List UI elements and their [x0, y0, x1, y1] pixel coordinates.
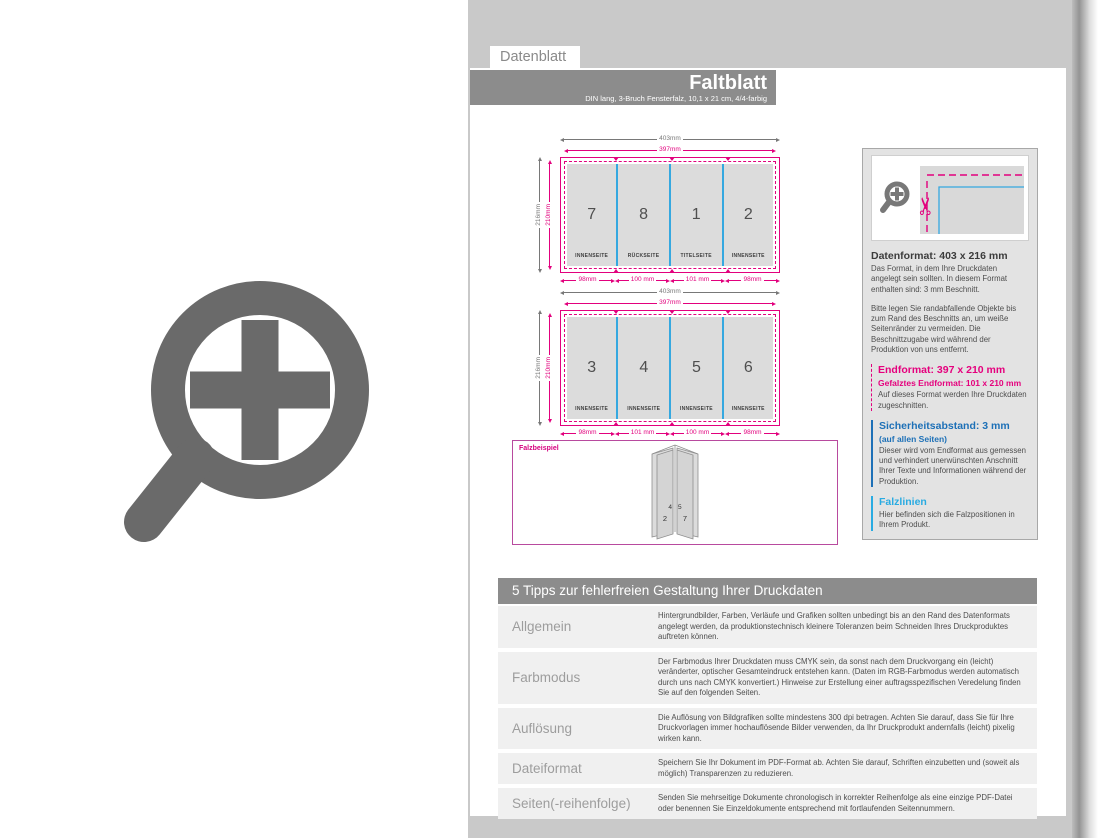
- endformat-subheading: Gefalztes Endformat: 101 x 210 mm: [878, 378, 1022, 389]
- panel-3: 3 INNENSEITE: [567, 317, 618, 419]
- page-title-band: [470, 70, 776, 105]
- table-row: Seiten(-reihenfolge) Senden Sie mehrseitige Dokumente chronologisch in korrekter Reihenfolge als eine einzige PDF-Datei oder benennen Sie Einzeldokumente entsprechend mit fortlaufenden Seitennummern.: [498, 788, 1037, 819]
- datenformat-note: Bitte legen Sie randabfallende Objekte bis zum Rand des Beschnitts an, um weiße Seitenränder zu vermeiden. Die Beschnittzugabe wird während der Produktion von uns entfernt.: [871, 303, 1017, 354]
- dim-height-bleed: 216mm: [535, 157, 544, 273]
- datenformat-block: Datenformat: 403 x 216 mm Das Format, in dem Ihre Druckdaten angelegt sein sollten. In diesem Format enthalten sind: 3 mm Beschnitt.: [871, 250, 1029, 295]
- fold-marker: [613, 269, 619, 273]
- table-row: Dateiformat Speichern Sie Ihr Dokument im PDF-Format ab. Achten Sie darauf, Schriften einzubetten und (soweit als möglich) Transparenzen zu reduzieren.: [498, 753, 1037, 784]
- panel-area: [567, 164, 773, 266]
- diagram-outside: [534, 135, 784, 287]
- panel-1: 1 TITELSEITE: [671, 164, 724, 266]
- bleed-cut-diagram: [906, 162, 1024, 234]
- endformat-block: Endformat: 397 x 210 mm Gefalztes Endformat: 101 x 210 mm Auf dieses Format werden Ihre Druckdaten zugeschnitten.: [871, 364, 1029, 411]
- panel-6: 6 INNENSEITE: [731, 359, 765, 412]
- dim-panel: 100 mm: [670, 429, 725, 438]
- page-subtitle: DIN lang, 3-Bruch Fensterfalz, 10,1 x 21 cm, 4/4-farbig: [585, 94, 767, 103]
- fold-marker: [725, 422, 731, 426]
- dim-height-final: 210mm: [545, 313, 554, 423]
- fold-marker: [613, 157, 619, 161]
- dim-panel-widths: [560, 429, 780, 438]
- dim-panel: 101 mm: [615, 429, 670, 438]
- fold-marker: [725, 310, 731, 314]
- fold-marker: [669, 422, 675, 426]
- tips-header: 5 Tipps zur fehlerfreien Gestaltung Ihrer Druckdaten: [498, 578, 1037, 604]
- fold-marker: [725, 269, 731, 273]
- fold-marker: [725, 157, 731, 161]
- dim-panel: 98mm: [560, 429, 615, 438]
- table-row: Auflösung Die Auflösung von Bildgrafiken sollte mindestens 300 dpi betragen. Achten Sie darauf, dass Sie für Ihre Druckvorlagen immer hochauflösende Bilder verwenden, da Ihr Druckprodukt andernfalls (leicht) pixelig wirken kann.: [498, 708, 1037, 750]
- fold-marker: [613, 422, 619, 426]
- datenformat-heading: Datenformat: 403 x 216 mm: [871, 250, 1008, 262]
- content-card: [470, 68, 1066, 816]
- dim-width-bleed: 403mm: [560, 135, 780, 144]
- dim-panel: 98mm: [725, 429, 780, 438]
- sicherheitsabstand-heading: Sicherheitsabstand: 3 mm: [879, 419, 1010, 432]
- cut-corner-graphic: [871, 155, 1029, 241]
- panel-area: [567, 317, 773, 419]
- svg-text:5: 5: [678, 504, 682, 511]
- sicherheitsabstand-subheading: (auf allen Seiten): [879, 433, 948, 444]
- panel-5: 5 INNENSEITE: [671, 317, 723, 419]
- panel-8: 8 RÜCKSEITE: [618, 164, 670, 266]
- panel-4: 4 INNENSEITE: [618, 317, 671, 419]
- dim-height-bleed: 216mm: [535, 310, 544, 426]
- falzlinien-heading: Falzlinien: [879, 495, 927, 508]
- datasheet-page: [468, 0, 1072, 838]
- page-edge-shadow: [1072, 0, 1098, 838]
- dim-panel: 101 mm: [670, 276, 725, 285]
- dim-panel: 98mm: [725, 276, 780, 285]
- fold-example-box: [512, 440, 838, 545]
- dim-width-bleed: 403mm: [560, 288, 780, 297]
- table-row: Farbmodus Der Farbmodus Ihrer Druckdaten muss CMYK sein, da sonst nach dem Druckvorgang ein (leicht) veränderter, optischer Gesamteindruck entstehen kann. (Daten im RGB-Farbmodus werden automatisch durch uns nach CMYK konvertiert.) Hinweise zur Erstellung einer auftragsspezifischen Veredelung finden Sie auf den folgenden Seiten.: [498, 652, 1037, 704]
- svg-text:2: 2: [662, 514, 668, 523]
- sheet-outside: [560, 157, 780, 273]
- fold-marker: [669, 310, 675, 314]
- panel-2: 2 INNENSEITE: [731, 206, 765, 259]
- table-row: Allgemein Hintergrundbilder, Farben, Verläufe und Grafiken sollten unbedingt bis an den Rand des Datenformats angelegt werden, da produktionstechnisch kleinere Toleranzen beim Schneiden Ihres Druckproduktes auftreten können.: [498, 606, 1037, 648]
- fold-marker: [669, 157, 675, 161]
- fold-example-label: Falzbeispiel: [519, 445, 559, 452]
- dim-width-final: 397mm: [564, 146, 776, 155]
- svg-text:7: 7: [682, 514, 688, 523]
- sheet-inside: [560, 310, 780, 426]
- scissors-icon: ✂: [912, 195, 940, 216]
- page-title: Faltblatt: [689, 72, 767, 94]
- dim-panel-widths: [560, 276, 780, 285]
- tab-datenblatt[interactable]: Datenblatt: [490, 46, 580, 68]
- dim-width-final: 397mm: [564, 299, 776, 308]
- format-info-sidebar: [862, 148, 1038, 540]
- fold-marker: [613, 310, 619, 314]
- sicherheitsabstand-block: Sicherheitsabstand: 3 mm (auf allen Seiten) Dieser wird vom Endformat aus gemessen und verhindert unerwünschten Anschnitt Ihrer Texte und Informationen während der Produktion.: [871, 420, 1029, 487]
- falzlinien-block: Falzlinien Hier befinden sich die Falzpositionen in Ihrem Produkt.: [871, 496, 1029, 531]
- svg-text:4: 4: [668, 504, 672, 511]
- dim-panel: 98mm: [560, 276, 615, 285]
- panel-7: 7 INNENSEITE: [567, 164, 618, 266]
- dim-height-final: 210mm: [545, 160, 554, 270]
- fold-marker: [669, 269, 675, 273]
- diagram-inside: [534, 288, 784, 440]
- fold-example-illustration: [644, 443, 706, 543]
- tips-table: [498, 606, 1037, 823]
- endformat-heading: Endformat: 397 x 210 mm: [878, 364, 1006, 377]
- magnifier-plus-icon: [112, 262, 382, 562]
- dim-panel: 100 mm: [615, 276, 670, 285]
